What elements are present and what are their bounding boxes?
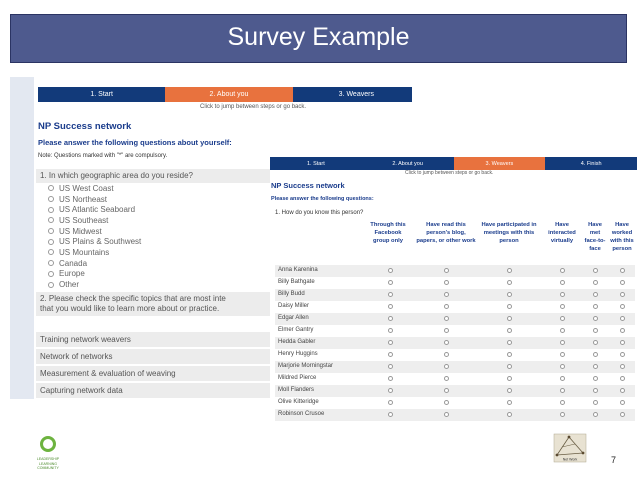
step-about-you[interactable]: 2. About you xyxy=(362,157,454,170)
option-canada[interactable]: Canada xyxy=(48,258,141,269)
radio-icon[interactable] xyxy=(507,352,512,357)
radio-icon[interactable] xyxy=(444,400,449,405)
leadership-learning-logo xyxy=(28,436,68,472)
person-name: Moll Flanders xyxy=(278,387,315,393)
radio-icon[interactable] xyxy=(507,268,512,273)
question-topics-line2: that you would like to learn more about or practice. xyxy=(40,304,220,313)
radio-icon[interactable] xyxy=(620,328,625,333)
person-name: Marjorie Morningstar xyxy=(278,363,334,369)
column-header-meetings: Have participated in meetings with this person xyxy=(481,222,537,244)
compulsory-note: Note: Questions marked with "*" are compulsory. xyxy=(38,153,168,159)
radio-icon[interactable] xyxy=(560,328,565,333)
question-topics-line1: 2. Please check the specific topics that are most inte xyxy=(40,294,226,303)
step-bar xyxy=(270,157,637,170)
radio-icon[interactable] xyxy=(444,268,449,273)
person-name: Olive Kitteridge xyxy=(278,399,319,405)
option-us-midwest[interactable]: US Midwest xyxy=(48,226,141,237)
topic-measurement-evaluation[interactable]: Measurement & evaluation of weaving xyxy=(36,366,272,381)
option-europe[interactable]: Europe xyxy=(48,269,141,280)
topic-capturing-network-data[interactable]: Capturing network data xyxy=(36,383,272,398)
radio-icon[interactable] xyxy=(593,280,598,285)
left-stripe xyxy=(10,77,34,399)
page-number: 7 xyxy=(611,455,617,465)
radio-icon[interactable] xyxy=(388,412,393,417)
radio-icon[interactable] xyxy=(593,412,598,417)
radio-icon[interactable] xyxy=(48,282,54,288)
question-how-know: 1. How do you know this person? xyxy=(275,210,364,216)
radio-icon[interactable] xyxy=(593,304,598,309)
column-header-read-work: Have read this person's blog, papers, or other work xyxy=(416,222,476,244)
radio-icon[interactable] xyxy=(48,271,54,277)
option-other[interactable]: Other xyxy=(48,279,141,290)
option-us-northeast[interactable]: US Northeast xyxy=(48,194,141,205)
step-hint: Click to jump between steps or go back. xyxy=(405,170,494,176)
radio-icon[interactable] xyxy=(507,328,512,333)
table-row xyxy=(275,301,635,313)
survey-title: NP Success network xyxy=(38,121,132,132)
person-name: Anna Karenina xyxy=(278,267,318,273)
radio-icon[interactable] xyxy=(388,316,393,321)
radio-icon[interactable] xyxy=(593,340,598,345)
radio-icon[interactable] xyxy=(48,260,54,266)
radio-icon[interactable] xyxy=(560,376,565,381)
radio-icon[interactable] xyxy=(620,268,625,273)
person-name: Mildred Pierce xyxy=(278,375,317,381)
table-row xyxy=(275,397,635,409)
radio-icon[interactable] xyxy=(593,376,598,381)
radio-icon[interactable] xyxy=(593,388,598,393)
radio-icon[interactable] xyxy=(620,412,625,417)
step-hint: Click to jump between steps or go back. xyxy=(200,104,307,110)
option-us-atlantic-seaboard[interactable]: US Atlantic Seaboard xyxy=(48,204,141,215)
radio-icon[interactable] xyxy=(444,304,449,309)
radio-icon[interactable] xyxy=(620,376,625,381)
radio-icon[interactable] xyxy=(48,196,54,202)
radio-icon[interactable] xyxy=(560,400,565,405)
person-name: Daisy Miller xyxy=(278,303,310,309)
radio-icon[interactable] xyxy=(593,364,598,369)
radio-icon[interactable] xyxy=(593,292,598,297)
logo-text: LEADERSHIP LEARNING COMMUNITY xyxy=(36,457,60,470)
radio-icon[interactable] xyxy=(444,364,449,369)
step-start[interactable]: 1. Start xyxy=(38,87,165,102)
radio-icon[interactable] xyxy=(388,352,393,357)
table-row xyxy=(275,265,635,277)
radio-icon[interactable] xyxy=(48,207,54,213)
person-name: Billy Bathgate xyxy=(278,279,315,285)
radio-icon[interactable] xyxy=(444,292,449,297)
radio-icon[interactable] xyxy=(388,328,393,333)
radio-icon[interactable] xyxy=(388,388,393,393)
radio-icon[interactable] xyxy=(48,249,54,255)
table-row xyxy=(275,325,635,337)
person-name: Elmer Gantry xyxy=(278,327,314,333)
radio-icon[interactable] xyxy=(507,304,512,309)
table-row xyxy=(275,277,635,289)
radio-icon[interactable] xyxy=(48,239,54,245)
radio-icon[interactable] xyxy=(620,340,625,345)
option-us-mountains[interactable]: US Mountains xyxy=(48,247,141,258)
step-start[interactable]: 1. Start xyxy=(270,157,362,170)
radio-icon[interactable] xyxy=(388,304,393,309)
column-header-virtually: Have interacted virtually xyxy=(548,222,576,244)
table-row xyxy=(275,361,635,373)
person-name: Edgar Allen xyxy=(278,315,309,321)
step-weavers[interactable]: 3. Weavers xyxy=(293,87,412,102)
radio-icon[interactable] xyxy=(388,400,393,405)
survey-screenshot-weavers xyxy=(270,155,637,425)
table-row xyxy=(275,373,635,385)
radio-icon[interactable] xyxy=(48,228,54,234)
radio-icon[interactable] xyxy=(388,280,393,285)
radio-icon[interactable] xyxy=(444,352,449,357)
radio-icon[interactable] xyxy=(507,400,512,405)
radio-icon[interactable] xyxy=(593,352,598,357)
radio-icon[interactable] xyxy=(507,412,512,417)
radio-icon[interactable] xyxy=(388,268,393,273)
person-name: Hedda Gabler xyxy=(278,339,316,345)
radio-icon[interactable] xyxy=(444,280,449,285)
column-header-face-to-face: Have met face-to-face xyxy=(584,222,606,252)
radio-icon[interactable] xyxy=(560,268,565,273)
survey-instruction: Please answer the following questions about yourself: xyxy=(38,138,232,147)
radio-icon[interactable] xyxy=(620,388,625,393)
person-name: Robinson Crusoe xyxy=(278,411,325,417)
table-row xyxy=(275,349,635,361)
radio-icon[interactable] xyxy=(48,185,54,191)
question-geographic-area: 1. In which geographic area do you reside? xyxy=(36,169,412,183)
network-logo xyxy=(553,433,587,463)
step-about-you[interactable]: 2. About you xyxy=(165,87,292,102)
radio-icon[interactable] xyxy=(560,340,565,345)
radio-icon[interactable] xyxy=(507,316,512,321)
step-weavers[interactable]: 3. Weavers xyxy=(454,157,546,170)
radio-icon[interactable] xyxy=(593,316,598,321)
radio-icon[interactable] xyxy=(444,328,449,333)
radio-icon[interactable] xyxy=(620,292,625,297)
person-name: Billy Budd xyxy=(278,291,305,297)
radio-icon[interactable] xyxy=(388,340,393,345)
radio-icon[interactable] xyxy=(507,376,512,381)
table-row xyxy=(275,409,635,421)
radio-icon[interactable] xyxy=(560,388,565,393)
option-us-southeast[interactable]: US Southeast xyxy=(48,215,141,226)
radio-icon[interactable] xyxy=(593,400,598,405)
slide-title: Survey Example xyxy=(227,23,410,51)
radio-icon[interactable] xyxy=(388,292,393,297)
radio-icon[interactable] xyxy=(560,280,565,285)
step-bar xyxy=(38,87,412,102)
radio-icon[interactable] xyxy=(507,364,512,369)
radio-icon[interactable] xyxy=(560,352,565,357)
topic-network-of-networks[interactable]: Network of networks xyxy=(36,349,272,364)
radio-icon[interactable] xyxy=(444,388,449,393)
net-logo-text: Net Work xyxy=(562,457,578,462)
radio-icon[interactable] xyxy=(388,376,393,381)
survey-instruction: Please answer the following questions: xyxy=(271,196,374,202)
step-finish[interactable]: 4. Finish xyxy=(545,157,637,170)
topic-training-network-weavers[interactable]: Training network weavers xyxy=(36,332,272,347)
radio-icon[interactable] xyxy=(560,364,565,369)
radio-icon[interactable] xyxy=(593,328,598,333)
radio-icon[interactable] xyxy=(507,280,512,285)
radio-icon[interactable] xyxy=(560,304,565,309)
radio-icon[interactable] xyxy=(560,292,565,297)
option-us-west-coast[interactable]: US West Coast xyxy=(48,183,141,194)
column-header-worked-with: Have worked with this person xyxy=(610,222,634,252)
radio-icon[interactable] xyxy=(560,412,565,417)
geographic-options xyxy=(48,183,141,290)
radio-icon[interactable] xyxy=(48,217,54,223)
radio-icon[interactable] xyxy=(593,268,598,273)
table-row xyxy=(275,289,635,301)
radio-icon[interactable] xyxy=(620,364,625,369)
slide-title-banner xyxy=(10,14,627,63)
radio-icon[interactable] xyxy=(507,340,512,345)
person-name: Henry Huggins xyxy=(278,351,318,357)
network-diagram-icon xyxy=(553,433,587,463)
survey-title: NP Success network xyxy=(271,181,345,190)
radio-icon[interactable] xyxy=(507,292,512,297)
radio-icon[interactable] xyxy=(620,400,625,405)
table-row xyxy=(275,313,635,325)
radio-icon[interactable] xyxy=(388,364,393,369)
radio-icon[interactable] xyxy=(620,304,625,309)
radio-icon[interactable] xyxy=(444,316,449,321)
column-header-facebook-group: Through this Facebook group only xyxy=(370,222,406,244)
ring-icon xyxy=(40,436,56,452)
table-row xyxy=(275,337,635,349)
radio-icon[interactable] xyxy=(620,352,625,357)
radio-icon[interactable] xyxy=(444,412,449,417)
radio-icon[interactable] xyxy=(444,340,449,345)
option-us-plains-southwest[interactable]: US Plains & Southwest xyxy=(48,236,141,247)
radio-icon[interactable] xyxy=(560,316,565,321)
table-row xyxy=(275,385,635,397)
radio-icon[interactable] xyxy=(620,316,625,321)
radio-icon[interactable] xyxy=(444,376,449,381)
radio-icon[interactable] xyxy=(620,280,625,285)
radio-icon[interactable] xyxy=(507,388,512,393)
